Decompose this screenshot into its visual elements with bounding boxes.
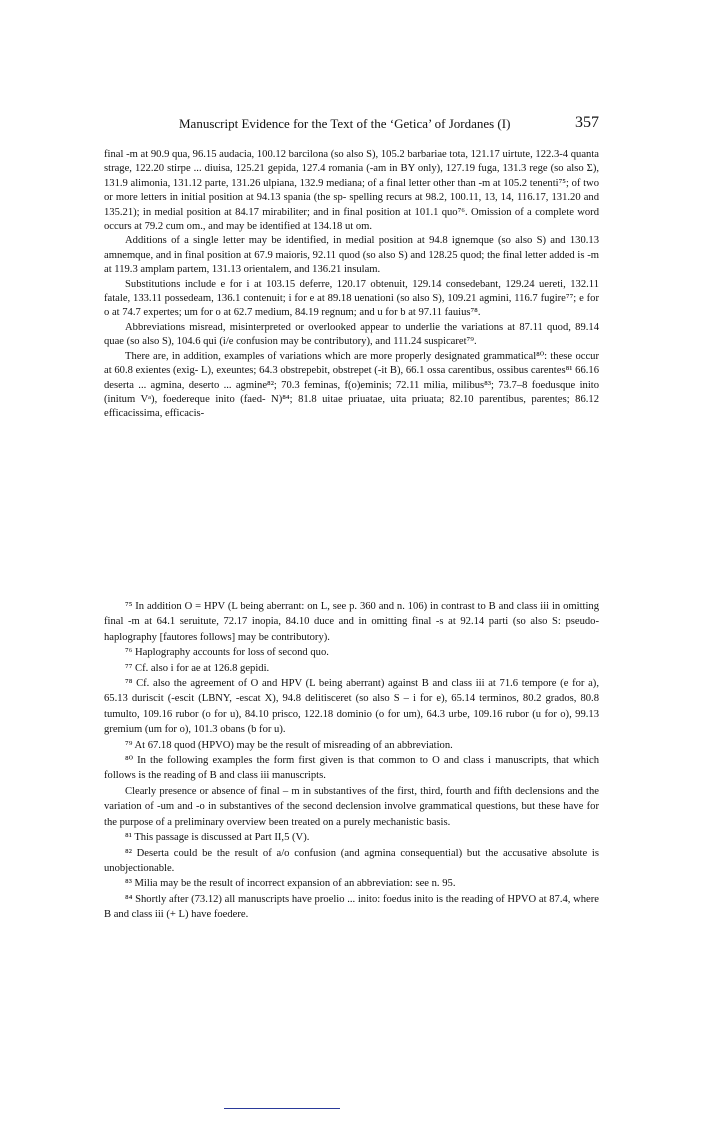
paragraph: Additions of a single letter may be identified, in medial position at 94.8 ignemque (so also S) and 130.13 amnemque, and in final position at 67.9 maioris, 92.11 quod (so also S) and 128.25 quod; the final letter added is -m at 119.3 amplam partem, 131.13 orientalem, and 136.21 insulam. (104, 235, 599, 276)
footnote: ⁷⁸ Cf. also the agreement of O and HPV (L being aberrant) against B and class iii at 71.6 tempore (e for a), 65.13 duriscit (-escit (LBNY, -escat X), 94.8 delitisceret (so also S – i for e), 65.14 terminos, 80.2 grados, 80.8 tumulto, 109.16 rubor (o for u), 84.10 prisco, 122.18 dominio (o for um), 64.3 urbe, 109.16 rubor (u for o), 99.13 gremium (um for o), 101.3 obans (b for u). (104, 678, 599, 736)
running-title: Manuscript Evidence for the Text of the ‘Getica’ of Jordanes (I) (179, 116, 511, 131)
footnote: Clearly presence or absence of final – m in substantives of the first, third, fourth and fifth declensions and the variation of -um and -o in substantives of the second declension involve grammatical questions, but these have for the purpose of a preliminary overview been treated on a purely mechanistic basis. (104, 785, 599, 828)
paragraph: Substitutions include e for i at 103.15 deferre, 120.17 obtenuit, 129.14 consedebant, 129.24 uereti, 132.11 fatale, 133.11 possedeam, 136.1 contenuit; i for e at 89.18 uenationi (so also S), 109.21 agmini, 116.7 fugire⁷⁷; e for o at 74.7 expertes; um for o at 62.7 medium, 84.19 regnum; and u for b at 97.11 fauius⁷⁸. (104, 278, 599, 319)
footnote: ⁷⁵ In addition O = HPV (L being aberrant: on L, see p. 360 and n. 106) in contrast to B and class iii in omitting final -m at 64.1 seruitute, 72.17 inopia, 84.10 duce and in omitting final -s at 92.14 parti (so also S: pseudo-haplography [fautores follows] may be contributory). (104, 601, 599, 643)
bottom-rule (224, 1108, 340, 1109)
paragraph: final -m at 90.9 qua, 96.15 audacia, 100.12 barcilona (so also S), 105.2 barbariae tota, 121.17 uirtute, 122.3-4 quanta strage, 122.20 stirpe ... diuisa, 125.21 gepida, 127.4 romania (-am in BY only), 127.19 fuga, 131.3 rege (so also Σ), 131.9 alimonia, 131.12 parte, 131.26 ulpiana, 132.9 mediana; of a final letter other than -m at 105.2 tenenti⁷⁵; of two or more letters in initial position at 94.13 spania (the sp- spelling recurs at 98.2, 100.11, 13, 14, 116.17, 131.20 and 135.21); in medial position at 84.17 mirabiliter; and in final position at 101.1 quo⁷⁶. Omission of a complete word occurs at 79.2 cum om., and may be identified at 134.18 ut om. (104, 149, 599, 233)
footnote: ⁸² Deserta could be the result of a/o confusion (and agmina consequential) but the accusative absolute is unobjectionable. (104, 847, 599, 874)
footnote: ⁷⁹ At 67.18 quod (HPVO) may be the result of misreading of an abbreviation. (125, 739, 453, 751)
page-header (104, 116, 599, 134)
footnote: ⁸⁴ Shortly after (73.12) all manuscripts have proelio ... inito: foedus inito is the reading of HPVO at 87.4, where B and class iii (+ L) have foedere. (104, 893, 599, 921)
footnote: ⁷⁷ Cf. also i for ae at 126.8 gepidi. (125, 662, 270, 674)
body-text (104, 148, 599, 422)
footnotes (104, 599, 599, 923)
footnote: ⁸⁰ In the following examples the form first given is that common to O and class i manuscripts, that which follows is the reading of B and class iii manuscripts. (104, 755, 599, 782)
paragraph: There are, in addition, examples of variations which are more properly designated grammatical⁸⁰: these occur at 60.8 exientes (exig- L), exeuntes; 64.3 obstrepebit, obstrepet (-it B), 66.1 ossa carentibus, ossibus carentes⁸¹ 66.16 deserta ... agmina, deserto ... agmine⁸²; 70.3 feminas, f(o)eminis; 72.11 milia, milibus⁸³; 73.7–8 foedusque inito (initum Vᵃ), foedereque inito (faed- N)⁸⁴; 81.8 uitae priuatae, uita priuata; 82.10 parentibus, parentes; 86.12 efficacissima, efficacis- (104, 350, 599, 420)
footnote: ⁸¹ This passage is discussed at Part II,5 (V). (125, 832, 310, 844)
footnote: ⁸³ Milia may be the result of incorrect expansion of an abbreviation: see n. 95. (125, 878, 456, 890)
page-number: 357 (575, 114, 599, 131)
footnote: ⁷⁶ Haplography accounts for loss of second quo. (125, 647, 329, 659)
paragraph: Abbreviations misread, misinterpreted or overlooked appear to underlie the variations at 87.11 quod, 89.14 quae (so also S), 104.6 qui (i/e confusion may be contributory), and 111.24 suspicaret⁷⁹. (104, 321, 599, 348)
